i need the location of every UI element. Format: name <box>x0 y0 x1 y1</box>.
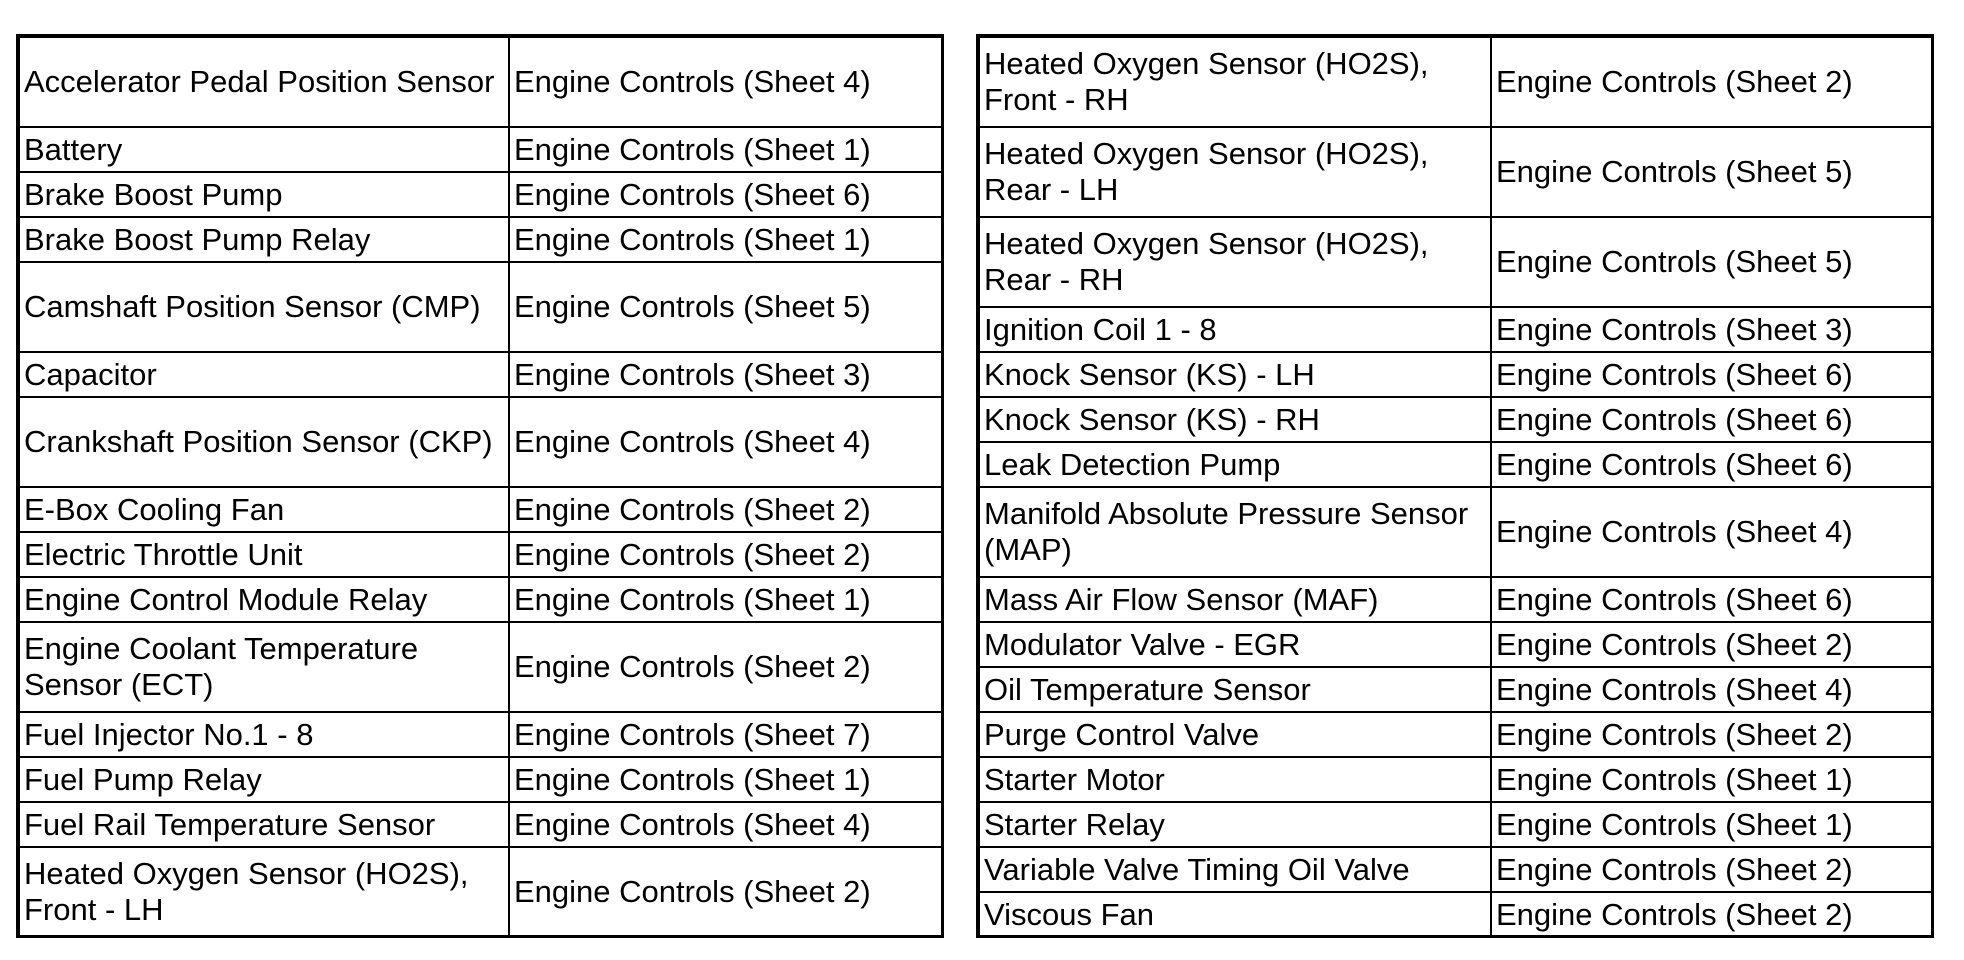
component-name-cell: Fuel Pump Relay <box>19 757 509 802</box>
table-row <box>979 352 1933 397</box>
table-row <box>979 712 1933 757</box>
location-cell: Engine Controls (Sheet 6) <box>1491 397 1933 442</box>
location-cell: Engine Controls (Sheet 5) <box>509 262 943 352</box>
table-row <box>979 442 1933 487</box>
location-cell: Engine Controls (Sheet 4) <box>509 802 943 847</box>
location-cell: Engine Controls (Sheet 1) <box>1491 802 1933 847</box>
table-row <box>979 667 1933 712</box>
component-name-cell: Viscous Fan <box>979 892 1491 937</box>
component-name-cell: Electric Throttle Unit <box>19 532 509 577</box>
component-name-cell: Starter Motor <box>979 757 1491 802</box>
location-cell: Engine Controls (Sheet 4) <box>1491 667 1933 712</box>
location-cell: Engine Controls (Sheet 1) <box>509 577 943 622</box>
component-name-cell: Brake Boost Pump <box>19 172 509 217</box>
component-name-cell: Fuel Injector No.1 - 8 <box>19 712 509 757</box>
location-cell: Engine Controls (Sheet 7) <box>509 712 943 757</box>
table-row <box>979 397 1933 442</box>
location-cell: Engine Controls (Sheet 2) <box>509 847 943 937</box>
location-cell: Engine Controls (Sheet 3) <box>509 352 943 397</box>
table-row <box>19 127 943 172</box>
table-row <box>19 37 943 127</box>
component-name-cell: Engine Control Module Relay <box>19 577 509 622</box>
component-name-cell: Ignition Coil 1 - 8 <box>979 307 1491 352</box>
location-cell: Engine Controls (Sheet 1) <box>509 757 943 802</box>
table-row <box>19 712 943 757</box>
table-row <box>979 892 1933 937</box>
location-cell: Engine Controls (Sheet 1) <box>509 127 943 172</box>
location-cell: Engine Controls (Sheet 2) <box>509 532 943 577</box>
location-cell: Engine Controls (Sheet 2) <box>1491 37 1933 127</box>
location-cell: Engine Controls (Sheet 4) <box>1491 487 1933 577</box>
component-name-cell: Brake Boost Pump Relay <box>19 217 509 262</box>
table-row <box>979 487 1933 577</box>
table-row <box>19 802 943 847</box>
component-name-cell: E-Box Cooling Fan <box>19 487 509 532</box>
component-location-table-left <box>18 36 944 938</box>
component-name-cell: Modulator Valve - EGR <box>979 622 1491 667</box>
location-cell: Engine Controls (Sheet 6) <box>1491 577 1933 622</box>
table-row <box>19 532 943 577</box>
component-name-cell: Engine Coolant Temperature Sensor (ECT) <box>19 622 509 712</box>
component-name-cell: Crankshaft Position Sensor (CKP) <box>19 397 509 487</box>
location-cell: Engine Controls (Sheet 5) <box>1491 217 1933 307</box>
table-row <box>979 622 1933 667</box>
location-cell: Engine Controls (Sheet 4) <box>509 397 943 487</box>
component-name-cell: Accelerator Pedal Position Sensor <box>19 37 509 127</box>
location-cell: Engine Controls (Sheet 2) <box>1491 622 1933 667</box>
component-name-cell: Oil Temperature Sensor <box>979 667 1491 712</box>
table-row <box>19 262 943 352</box>
location-cell: Engine Controls (Sheet 6) <box>1491 442 1933 487</box>
location-cell: Engine Controls (Sheet 3) <box>1491 307 1933 352</box>
component-name-cell: Camshaft Position Sensor (CMP) <box>19 262 509 352</box>
location-cell: Engine Controls (Sheet 2) <box>1491 712 1933 757</box>
table-row <box>19 217 943 262</box>
component-name-cell: Knock Sensor (KS) - RH <box>979 397 1491 442</box>
table-row <box>979 802 1933 847</box>
table-row <box>19 757 943 802</box>
location-cell: Engine Controls (Sheet 1) <box>509 217 943 262</box>
component-name-cell: Purge Control Valve <box>979 712 1491 757</box>
component-name-cell: Heated Oxygen Sensor (HO2S), Rear - RH <box>979 217 1491 307</box>
table-row <box>19 397 943 487</box>
location-cell: Engine Controls (Sheet 2) <box>509 622 943 712</box>
component-name-cell: Leak Detection Pump <box>979 442 1491 487</box>
table-row <box>979 307 1933 352</box>
table-row <box>979 127 1933 217</box>
location-cell: Engine Controls (Sheet 2) <box>509 487 943 532</box>
right-table-body <box>979 37 1933 937</box>
component-name-cell: Variable Valve Timing Oil Valve <box>979 847 1491 892</box>
component-name-cell: Battery <box>19 127 509 172</box>
location-cell: Engine Controls (Sheet 6) <box>509 172 943 217</box>
component-name-cell: Fuel Rail Temperature Sensor <box>19 802 509 847</box>
location-cell: Engine Controls (Sheet 1) <box>1491 757 1933 802</box>
table-row <box>19 622 943 712</box>
table-row <box>979 847 1933 892</box>
component-name-cell: Heated Oxygen Sensor (HO2S), Front - RH <box>979 37 1491 127</box>
component-name-cell: Mass Air Flow Sensor (MAF) <box>979 577 1491 622</box>
component-location-table-right <box>978 36 1934 938</box>
left-table-body <box>19 37 943 937</box>
table-row <box>979 757 1933 802</box>
table-row <box>19 352 943 397</box>
table-row <box>19 172 943 217</box>
table-row <box>19 487 943 532</box>
table-row <box>19 577 943 622</box>
location-cell: Engine Controls (Sheet 2) <box>1491 892 1933 937</box>
table-row <box>979 37 1933 127</box>
component-name-cell: Heated Oxygen Sensor (HO2S), Front - LH <box>19 847 509 937</box>
table-row <box>19 847 943 937</box>
component-name-cell: Heated Oxygen Sensor (HO2S), Rear - LH <box>979 127 1491 217</box>
component-name-cell: Manifold Absolute Pressure Sensor (MAP) <box>979 487 1491 577</box>
location-cell: Engine Controls (Sheet 5) <box>1491 127 1933 217</box>
component-name-cell: Starter Relay <box>979 802 1491 847</box>
component-name-cell: Knock Sensor (KS) - LH <box>979 352 1491 397</box>
table-row <box>979 217 1933 307</box>
location-cell: Engine Controls (Sheet 6) <box>1491 352 1933 397</box>
table-row <box>979 577 1933 622</box>
location-cell: Engine Controls (Sheet 2) <box>1491 847 1933 892</box>
location-cell: Engine Controls (Sheet 4) <box>509 37 943 127</box>
component-name-cell: Capacitor <box>19 352 509 397</box>
